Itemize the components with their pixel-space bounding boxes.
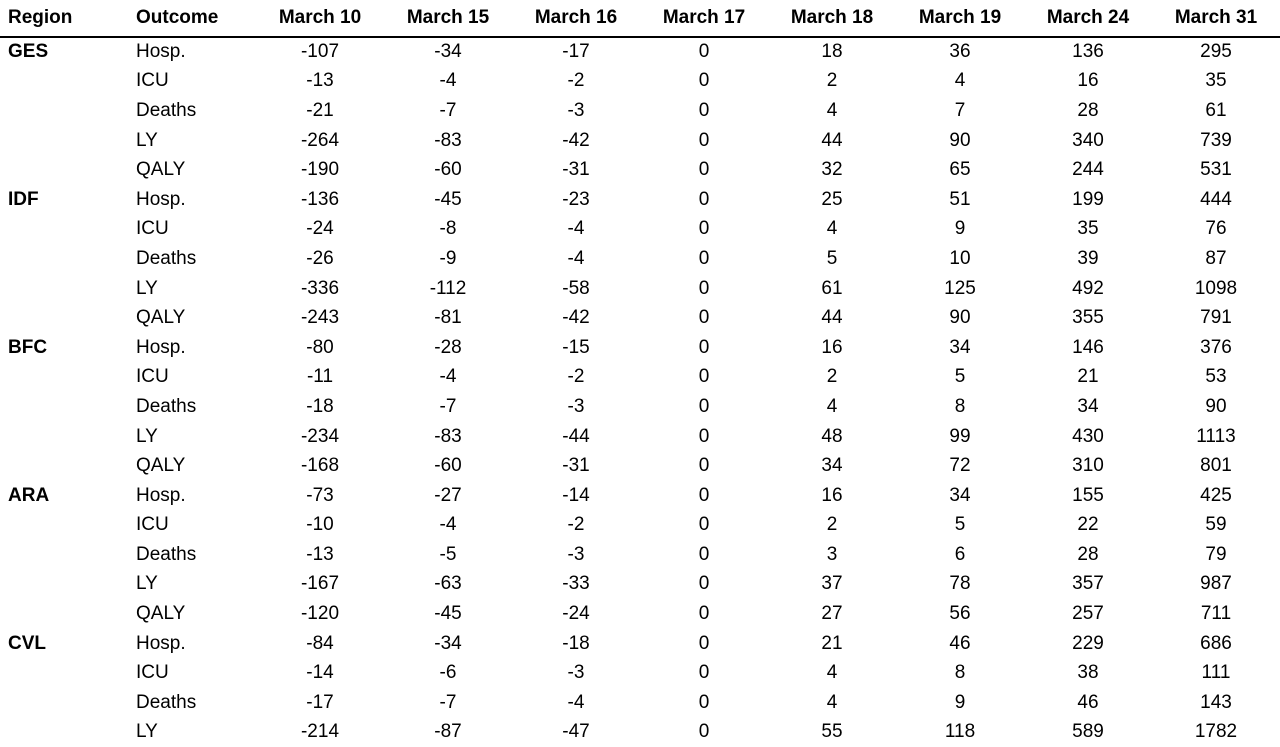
value-cell: 711: [1200, 603, 1232, 625]
value-cell: 5: [826, 247, 838, 269]
value-cell: 0: [698, 573, 710, 595]
value-cell: -3: [567, 99, 585, 121]
value-cell: 25: [821, 188, 843, 210]
value-cell: 0: [698, 159, 710, 181]
value-cell: -7: [439, 395, 457, 417]
column-header-march-19: March 19: [896, 0, 1024, 37]
table-row: [0, 363, 1280, 393]
outcome-cell: Deaths: [136, 691, 197, 713]
value-cell: 4: [826, 99, 838, 121]
value-cell: 59: [1205, 514, 1227, 536]
value-cell: -167: [300, 573, 340, 595]
outcome-cell: LY: [136, 721, 158, 743]
region-cell: [0, 511, 128, 541]
outcome-cell: ICU: [136, 70, 169, 92]
column-header-march-10: March 10: [256, 0, 384, 37]
value-cell: -81: [434, 307, 462, 329]
value-cell: 1113: [1196, 425, 1236, 447]
value-cell: 16: [821, 336, 843, 358]
value-cell: -264: [300, 129, 340, 151]
value-cell: -63: [434, 573, 462, 595]
value-cell: 2: [826, 366, 838, 388]
value-cell: -3: [567, 543, 585, 565]
table-row: [0, 303, 1280, 333]
value-cell: -83: [434, 129, 462, 151]
value-cell: 79: [1205, 543, 1227, 565]
value-cell: -23: [562, 188, 590, 210]
column-header-march-16: March 16: [512, 0, 640, 37]
value-cell: 686: [1200, 632, 1232, 654]
value-cell: -60: [434, 455, 462, 477]
region-cell: [0, 540, 128, 570]
value-cell: 143: [1200, 691, 1232, 713]
value-cell: 4: [954, 70, 966, 92]
value-cell: 90: [1205, 395, 1227, 417]
value-cell: 27: [821, 603, 843, 625]
value-cell: -44: [562, 425, 590, 447]
value-cell: -10: [306, 514, 334, 536]
value-cell: 37: [821, 573, 843, 595]
region-cell: [0, 155, 128, 185]
outcome-cell: Deaths: [136, 247, 197, 269]
value-cell: -21: [306, 99, 334, 121]
value-cell: -4: [439, 70, 457, 92]
value-cell: 0: [698, 99, 710, 121]
value-cell: -17: [306, 691, 334, 713]
value-cell: -80: [306, 336, 334, 358]
table-row: [0, 599, 1280, 629]
value-cell: 0: [698, 218, 710, 240]
value-cell: 53: [1205, 366, 1227, 388]
table-row: [0, 422, 1280, 452]
value-cell: -58: [562, 277, 590, 299]
table-row: [0, 37, 1280, 67]
value-cell: 4: [826, 691, 838, 713]
column-header-march-18: March 18: [768, 0, 896, 37]
outcome-cell: LY: [136, 277, 158, 299]
value-cell: 0: [698, 366, 710, 388]
value-cell: 46: [949, 632, 971, 654]
value-cell: -84: [306, 632, 334, 654]
value-cell: -45: [434, 603, 462, 625]
region-cell: [0, 570, 128, 600]
region-cell: CVL: [8, 632, 46, 654]
value-cell: -190: [300, 159, 340, 181]
value-cell: 5: [954, 514, 966, 536]
table-row: [0, 658, 1280, 688]
value-cell: 99: [949, 425, 971, 447]
value-cell: 48: [821, 425, 843, 447]
value-cell: 492: [1072, 277, 1104, 299]
value-cell: 430: [1072, 425, 1104, 447]
outcome-cell: LY: [136, 129, 158, 151]
value-cell: 244: [1072, 159, 1104, 181]
value-cell: 44: [821, 307, 843, 329]
value-cell: 16: [821, 484, 843, 506]
outcome-cell: QALY: [136, 307, 186, 329]
value-cell: 125: [944, 277, 976, 299]
table-row: [0, 244, 1280, 274]
value-cell: 4: [826, 218, 838, 240]
value-cell: 0: [698, 425, 710, 447]
value-cell: -234: [300, 425, 340, 447]
value-cell: 56: [949, 603, 971, 625]
region-cell: [0, 274, 128, 304]
value-cell: 3: [826, 543, 838, 565]
value-cell: 0: [698, 41, 710, 63]
value-cell: 34: [949, 336, 971, 358]
value-cell: 34: [1077, 395, 1099, 417]
value-cell: 21: [1077, 366, 1099, 388]
value-cell: -15: [562, 336, 590, 358]
value-cell: 5: [954, 366, 966, 388]
outcome-cell: Deaths: [136, 99, 197, 121]
region-cell: [0, 363, 128, 393]
value-cell: -2: [567, 366, 585, 388]
value-cell: -31: [562, 455, 590, 477]
value-cell: -11: [306, 366, 334, 388]
value-cell: -27: [434, 484, 462, 506]
table-row: [0, 511, 1280, 541]
value-cell: 6: [954, 543, 966, 565]
value-cell: -107: [300, 41, 340, 63]
value-cell: 0: [698, 691, 710, 713]
value-cell: -168: [300, 455, 340, 477]
value-cell: 32: [821, 159, 843, 181]
value-cell: -60: [434, 159, 462, 181]
outcome-cell: ICU: [136, 366, 169, 388]
value-cell: 0: [698, 70, 710, 92]
outcome-cell: ICU: [136, 514, 169, 536]
table-row: [0, 570, 1280, 600]
table-row: [0, 629, 1280, 659]
value-cell: -3: [567, 395, 585, 417]
value-cell: 340: [1072, 129, 1104, 151]
table-row: [0, 688, 1280, 718]
table-row: [0, 333, 1280, 363]
value-cell: -33: [562, 573, 590, 595]
value-cell: 355: [1072, 307, 1104, 329]
value-cell: 51: [949, 188, 971, 210]
value-cell: -6: [439, 662, 457, 684]
value-cell: 76: [1205, 218, 1227, 240]
value-cell: 0: [698, 395, 710, 417]
value-cell: 0: [698, 455, 710, 477]
value-cell: 199: [1072, 188, 1104, 210]
value-cell: -4: [567, 691, 585, 713]
column-header-outcome: Outcome: [128, 0, 256, 37]
value-cell: 425: [1200, 484, 1232, 506]
value-cell: -112: [429, 277, 467, 299]
value-cell: 8: [954, 395, 966, 417]
value-cell: -2: [567, 70, 585, 92]
outcome-cell: Hosp.: [136, 188, 186, 210]
value-cell: 444: [1200, 188, 1232, 210]
value-cell: -28: [434, 336, 462, 358]
column-header-march-17: March 17: [640, 0, 768, 37]
value-cell: -31: [562, 159, 590, 181]
value-cell: 36: [949, 41, 971, 63]
outcome-cell: Hosp.: [136, 632, 186, 654]
value-cell: -13: [306, 70, 334, 92]
value-cell: -7: [439, 691, 457, 713]
value-cell: -243: [300, 307, 340, 329]
value-cell: 357: [1072, 573, 1104, 595]
value-cell: 0: [698, 307, 710, 329]
outcome-cell: ICU: [136, 662, 169, 684]
value-cell: 61: [1205, 99, 1227, 121]
outcome-cell: QALY: [136, 603, 186, 625]
column-header-march-31: March 31: [1152, 0, 1280, 37]
value-cell: -8: [439, 218, 457, 240]
value-cell: 155: [1072, 484, 1104, 506]
table-row: [0, 67, 1280, 97]
value-cell: -336: [300, 277, 340, 299]
table-row: [0, 540, 1280, 570]
value-cell: 310: [1072, 455, 1104, 477]
value-cell: -24: [306, 218, 334, 240]
value-cell: -34: [434, 41, 462, 63]
region-cell: [0, 688, 128, 718]
table-row: [0, 126, 1280, 156]
value-cell: -87: [434, 721, 462, 743]
value-cell: 0: [698, 484, 710, 506]
table-row: [0, 96, 1280, 126]
value-cell: 9: [954, 218, 966, 240]
value-cell: 0: [698, 632, 710, 654]
value-cell: 801: [1200, 455, 1232, 477]
table-body: [0, 37, 1280, 747]
value-cell: 0: [698, 662, 710, 684]
table-row: [0, 185, 1280, 215]
value-cell: -4: [439, 514, 457, 536]
value-cell: -34: [434, 632, 462, 654]
table-row: [0, 451, 1280, 481]
region-cell: BFC: [8, 336, 48, 358]
value-cell: 4: [826, 395, 838, 417]
value-cell: 111: [1201, 662, 1231, 684]
region-cell: GES: [8, 41, 49, 63]
outcome-cell: Deaths: [136, 543, 197, 565]
value-cell: 0: [698, 721, 710, 743]
value-cell: -7: [439, 99, 457, 121]
column-header-march-15: March 15: [384, 0, 512, 37]
value-cell: 44: [821, 129, 843, 151]
value-cell: 8: [954, 662, 966, 684]
value-cell: 34: [949, 484, 971, 506]
outcome-cell: Deaths: [136, 395, 197, 417]
value-cell: 38: [1077, 662, 1099, 684]
table-row: [0, 155, 1280, 185]
value-cell: 90: [949, 307, 971, 329]
value-cell: -83: [434, 425, 462, 447]
value-cell: 7: [954, 99, 966, 121]
value-cell: 2: [826, 70, 838, 92]
column-header-march-24: March 24: [1024, 0, 1152, 37]
value-cell: 0: [698, 247, 710, 269]
value-cell: 229: [1072, 632, 1104, 654]
region-cell: [0, 422, 128, 452]
region-cell: IDF: [8, 188, 39, 210]
value-cell: 0: [698, 603, 710, 625]
region-cell: [0, 451, 128, 481]
outcome-cell: LY: [136, 573, 158, 595]
table-row: [0, 274, 1280, 304]
value-cell: -73: [306, 484, 334, 506]
value-cell: 0: [698, 336, 710, 358]
region-cell: [0, 392, 128, 422]
value-cell: 65: [949, 159, 971, 181]
value-cell: 2: [826, 514, 838, 536]
outcome-cell: QALY: [136, 159, 186, 181]
value-cell: -2: [567, 514, 585, 536]
region-cell: [0, 215, 128, 245]
value-cell: -5: [439, 543, 457, 565]
outcome-cell: QALY: [136, 455, 186, 477]
value-cell: 531: [1200, 159, 1232, 181]
value-cell: -4: [567, 218, 585, 240]
region-cell: [0, 244, 128, 274]
value-cell: 987: [1200, 573, 1232, 595]
region-cell: [0, 96, 128, 126]
value-cell: 118: [944, 721, 976, 743]
value-cell: 28: [1077, 99, 1099, 121]
value-cell: 90: [949, 129, 971, 151]
value-cell: 10: [949, 247, 971, 269]
value-cell: 61: [821, 277, 843, 299]
value-cell: 0: [698, 277, 710, 299]
column-header-region: Region: [0, 0, 128, 37]
outcome-cell: LY: [136, 425, 158, 447]
table-row: [0, 481, 1280, 511]
value-cell: 146: [1072, 336, 1104, 358]
region-cell: [0, 599, 128, 629]
value-cell: -136: [300, 188, 340, 210]
value-cell: 589: [1072, 721, 1104, 743]
value-cell: 1782: [1194, 721, 1238, 743]
value-cell: -45: [434, 188, 462, 210]
value-cell: 34: [821, 455, 843, 477]
value-cell: -24: [562, 603, 590, 625]
region-cell: [0, 303, 128, 333]
value-cell: 295: [1200, 41, 1232, 63]
value-cell: -9: [439, 247, 457, 269]
value-cell: 87: [1205, 247, 1227, 269]
value-cell: -14: [562, 484, 590, 506]
outcome-cell: ICU: [136, 218, 169, 240]
region-cell: ARA: [8, 484, 50, 506]
value-cell: 257: [1072, 603, 1104, 625]
value-cell: 1098: [1194, 277, 1238, 299]
value-cell: 35: [1077, 218, 1099, 240]
value-cell: 791: [1200, 307, 1232, 329]
value-cell: -4: [567, 247, 585, 269]
value-cell: 39: [1077, 247, 1099, 269]
value-cell: 18: [821, 41, 843, 63]
value-cell: 72: [949, 455, 971, 477]
value-cell: -18: [562, 632, 590, 654]
outcome-cell: Hosp.: [136, 41, 186, 63]
value-cell: -26: [306, 247, 334, 269]
value-cell: -13: [306, 543, 334, 565]
outcome-cell: Hosp.: [136, 336, 186, 358]
value-cell: -14: [306, 662, 334, 684]
region-cell: [0, 67, 128, 97]
value-cell: 16: [1077, 70, 1099, 92]
table-row: [0, 392, 1280, 422]
region-cell: [0, 658, 128, 688]
value-cell: 78: [949, 573, 971, 595]
value-cell: 0: [698, 543, 710, 565]
value-cell: 376: [1200, 336, 1232, 358]
value-cell: 0: [698, 188, 710, 210]
value-cell: -4: [439, 366, 457, 388]
region-cell: [0, 126, 128, 156]
value-cell: 9: [954, 691, 966, 713]
value-cell: -18: [306, 395, 334, 417]
value-cell: -47: [562, 721, 590, 743]
value-cell: -120: [300, 603, 340, 625]
value-cell: 739: [1200, 129, 1232, 151]
table-header-row: [0, 0, 1280, 37]
table-row: [0, 215, 1280, 245]
value-cell: -42: [562, 129, 590, 151]
value-cell: -3: [567, 662, 585, 684]
value-cell: -42: [562, 307, 590, 329]
value-cell: 55: [821, 721, 843, 743]
value-cell: 35: [1205, 70, 1227, 92]
value-cell: 22: [1077, 514, 1099, 536]
value-cell: 4: [826, 662, 838, 684]
value-cell: 0: [698, 129, 710, 151]
value-cell: 0: [698, 514, 710, 536]
value-cell: 136: [1072, 41, 1104, 63]
value-cell: 46: [1077, 691, 1099, 713]
value-cell: -17: [562, 41, 590, 63]
value-cell: -214: [300, 721, 340, 743]
value-cell: 21: [821, 632, 843, 654]
outcome-cell: Hosp.: [136, 484, 186, 506]
value-cell: 28: [1077, 543, 1099, 565]
